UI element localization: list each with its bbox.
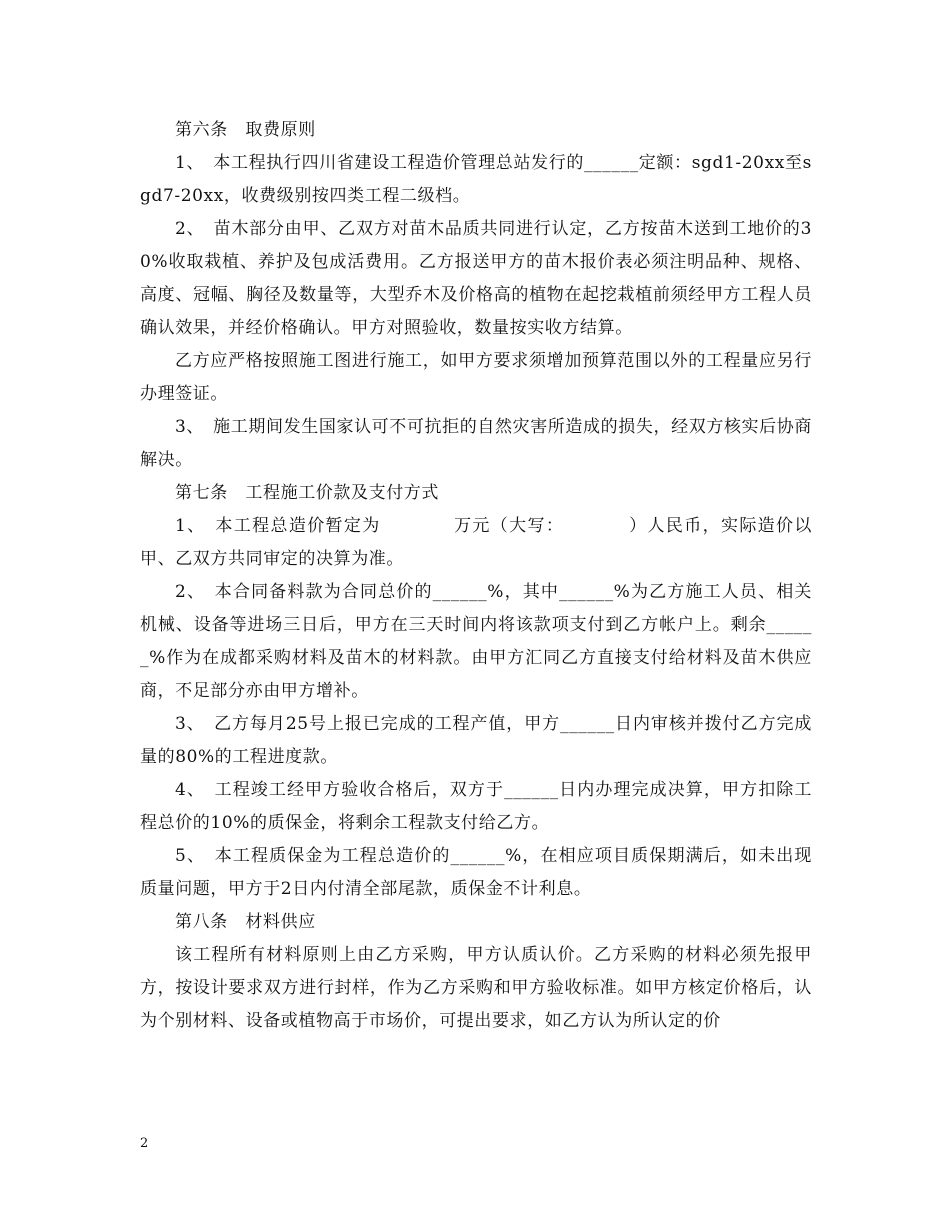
article-7-clause-2: 2、 本合同备料款为合同总价的______%，其中______%为乙方施工人员、相关机械、设备等进场三日后，甲方在三天时间内将该款项支付到乙方帐户上。剩余______%作为在成都采购材料及苗木的材料款。由甲方汇同乙方直接支付给材料及苗木供应商，不足部分亦由甲方增补。 (140, 582, 812, 701)
page-number: 2 (140, 1136, 149, 1151)
article-7-heading: 第七条 工程施工价款及支付方式 (175, 483, 439, 503)
article-6-clause-1: 1、 本工程执行四川省建设工程造价管理总站发行的______定额：sgd1-20xx至sgd7-20xx，收费级别按四类工程二级档。 (140, 153, 812, 206)
article-6-heading: 第六条 取费原则 (175, 120, 316, 140)
article-8-body: 该工程所有材料原则上由乙方采购，甲方认质认价。乙方采购的材料必须先报甲方，按设计要求双方进行封样，作为乙方采购和甲方验收标准。如甲方核定价格后，认为个别材料、设备或植物高于市场价，可提出要求，如乙方认为所认定的价 (140, 945, 812, 1031)
article-7-clause-5: 5、 本工程质保金为工程总造价的______%，在相应项目质保期满后，如未出现质量问题，甲方于2日内付清全部尾款，质保金不计利息。 (140, 846, 812, 899)
article-6-clause-2: 2、 苗木部分由甲、乙双方对苗木品质共同进行认定，乙方按苗木送到工地价的30%收取栽植、养护及包成活费用。乙方报送甲方的苗木报价表必须注明品种、规格、高度、冠幅、胸径及数量等，大型乔木及价格高的植物在起挖栽植前须经甲方工程人员确认效果，并经价格确认。甲方对照验收，数量按实收方结算。 (140, 219, 812, 338)
article-8-heading: 第八条 材料供应 (175, 912, 316, 932)
article-7-clause-1: 1、 本工程总造价暂定为 万元（大写： ）人民币，实际造价以甲、乙双方共同审定的决算为准。 (140, 516, 812, 569)
article-7-clause-3: 3、 乙方每月25号上报已完成的工程产值，甲方______日内审核并拨付乙方完成量的80%的工程进度款。 (140, 714, 812, 767)
article-6-clause-3: 3、 施工期间发生国家认可不可抗拒的自然灾害所造成的损失，经双方核实后协商解决。 (140, 417, 812, 470)
document-body (140, 114, 812, 1038)
article-7-clause-4: 4、 工程竣工经甲方验收合格后，双方于______日内办理完成决算，甲方扣除工程总价的10%的质保金，将剩余工程款支付给乙方。 (140, 780, 812, 833)
article-6-clause-2-note: 乙方应严格按照施工图进行施工，如甲方要求须增加预算范围以外的工程量应另行办理签证。 (140, 351, 812, 404)
